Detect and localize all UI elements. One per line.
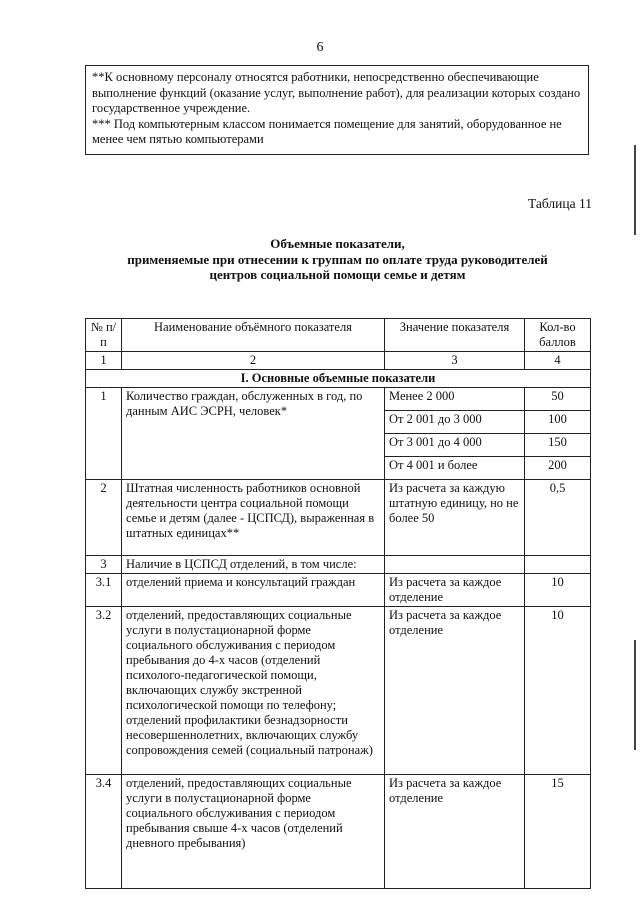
row-value <box>385 556 525 574</box>
row-num: 2 <box>86 480 122 556</box>
table-header-row <box>86 319 591 352</box>
row-name: отделений, предоставляющих социальные услуги в полустационарной форме социального обслуживания с периодом пребывания свыше 4-х часов (отделений дневного пребывания) <box>122 775 385 889</box>
title-line-1: Объемные показатели, <box>270 236 405 251</box>
row-points: 100 <box>525 411 591 434</box>
table-caption: Таблица 11 <box>528 196 592 211</box>
footnote-staff: **К основному персоналу относятся работники, непосредственно обеспечивающие выполнение функций (оказание услуг, выполнение работ), для реализации которых создано государственное учреждение. <box>92 70 581 115</box>
row-name: Количество граждан, обслуженных в год, по данным АИС ЭСРН, человек* <box>122 388 385 480</box>
row-value: Менее 2 000 <box>385 388 525 411</box>
header-points: Кол-во баллов <box>525 319 591 352</box>
header-num: № п/п <box>86 319 122 352</box>
scan-edge-mark <box>634 145 636 235</box>
row-name: отделений приема и консультаций граждан <box>122 574 385 607</box>
table-row <box>86 607 591 775</box>
title-line-2: применяемые при отнесении к группам по оплате труда руководителей <box>127 251 548 267</box>
row-value: Из расчета за каждое отделение <box>385 607 525 775</box>
row-name: Штатная численность работников основной деятельности центра социальной помощи семье и детям (далее - ЦСПСД), выраженная в штатных единицах** <box>122 480 385 556</box>
title-line-3: центров социальной помощи семье и детям <box>209 267 466 282</box>
section-row <box>86 370 591 388</box>
section-title: I. Основные объемные показатели <box>86 370 591 388</box>
table-row <box>86 556 591 574</box>
row-num: 3.1 <box>86 574 122 607</box>
row-value: Из расчета за каждое отделение <box>385 775 525 889</box>
row-points: 15 <box>525 775 591 889</box>
row-points: 10 <box>525 607 591 775</box>
table-row <box>86 388 591 411</box>
row-points: 0,5 <box>525 480 591 556</box>
row-points: 150 <box>525 434 591 457</box>
column-number-row <box>86 352 591 370</box>
table-row <box>86 775 591 889</box>
scan-edge-mark <box>634 640 636 750</box>
header-value: Значение показателя <box>385 319 525 352</box>
col-number: 4 <box>525 352 591 370</box>
header-name: Наименование объёмного показателя <box>122 319 385 352</box>
row-name: Наличие в ЦСПСД отделений, в том числе: <box>122 556 385 574</box>
row-points: 50 <box>525 388 591 411</box>
table-row <box>86 574 591 607</box>
page-number: 6 <box>316 40 324 55</box>
table-title <box>85 236 590 283</box>
row-value: От 3 001 до 4 000 <box>385 434 525 457</box>
table-row <box>86 480 591 556</box>
row-points: 10 <box>525 574 591 607</box>
row-num: 3.2 <box>86 607 122 775</box>
volume-indicators-table <box>85 318 591 889</box>
col-number: 1 <box>86 352 122 370</box>
row-points <box>525 556 591 574</box>
row-num: 1 <box>86 388 122 480</box>
row-num: 3 <box>86 556 122 574</box>
col-number: 2 <box>122 352 385 370</box>
row-num: 3.4 <box>86 775 122 889</box>
footnote-computer-class: *** Под компьютерным классом понимается помещение для занятий, оборудованное не менее чем пятью компьютерами <box>92 116 562 146</box>
row-value: Из расчета за каждую штатную единицу, но не более 50 <box>385 480 525 556</box>
col-number: 3 <box>385 352 525 370</box>
row-name: отделений, предоставляющих социальные услуги в полустационарной форме социального обслуживания с периодом пребывания до 4-х часов (отделений психолого-педагогической помощи, включающих службу экстренной психологической помощи по телефону; отделений профилактики безнадзорности несовершеннолетних, включающих службу сопровождения семей (социальный патронаж) <box>122 607 385 775</box>
row-points: 200 <box>525 457 591 480</box>
row-value: Из расчета за каждое отделение <box>385 574 525 607</box>
row-value: От 2 001 до 3 000 <box>385 411 525 434</box>
footnotes-box <box>85 65 589 155</box>
row-value: От 4 001 и более <box>385 457 525 480</box>
